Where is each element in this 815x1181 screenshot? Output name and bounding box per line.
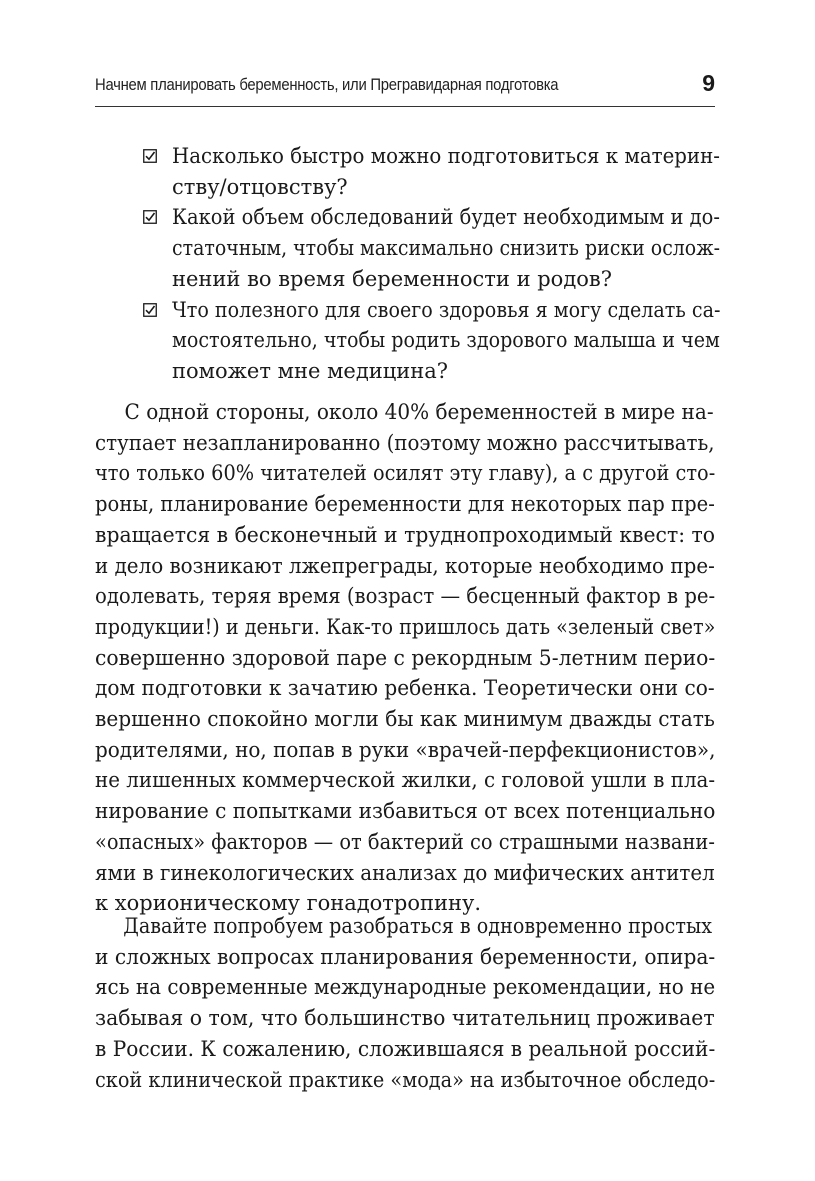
checked-box-icon (143, 303, 157, 317)
paragraph-line: вращается в бесконечный и труднопроходимый квест: то (95, 522, 716, 547)
question-checklist (140, 141, 720, 387)
paragraph-line: продукции!) и деньги. Как-то пришлось дать «зеленый свет» (95, 614, 716, 639)
checklist-line: поможет мне медицина? (172, 358, 449, 383)
running-head (95, 70, 715, 102)
paragraph-line: одолевать, теряя время (возраст — бесценный фактор в ре- (95, 584, 716, 609)
body-paragraph (95, 911, 715, 1095)
checklist-line: Что полезного для своего здоровья я могу сделать са- (172, 297, 721, 322)
checked-box-icon (143, 149, 157, 163)
paragraph-line: ской клинической практике «мода» на избыточное обследо- (95, 1067, 716, 1092)
paragraph-line: С одной стороны, около 40% беременностей в мире на- (124, 400, 714, 424)
checked-box-icon (143, 210, 157, 224)
paragraph-line: и дело возникают лжепреграды, которые необходимо пре- (95, 553, 715, 578)
checklist-line: ству/отцовству? (172, 174, 348, 199)
paragraph-line: вершенно спокойно могли бы как минимум дважды стать (95, 707, 715, 732)
paragraph-line: ступает незапланированно (поэтому можно рассчитывать, (95, 430, 715, 455)
paragraph-line: нирование с попытками избавиться от всех потенциально (95, 799, 716, 824)
page-number: 9 (702, 70, 715, 96)
paragraph-line: к хорионическому гонадотропину. (95, 891, 482, 916)
paragraph-line: роны, планирование беременности для некоторых пар пре- (95, 492, 715, 517)
checklist-item (140, 202, 720, 294)
paragraph-line: «опасных» факторов — от бактерий со страшными названи- (95, 829, 715, 854)
checklist-item (140, 295, 720, 387)
paragraph-line: не лишенных коммерческой жилки, с головой ушли в пла- (95, 768, 716, 793)
checklist-line: нений во время беременности и родов? (172, 266, 612, 291)
header-rule (95, 106, 715, 107)
paragraph-line: родителями, но, попав в руки «врачей-перфекционистов», (95, 737, 716, 762)
paragraph-line: забывая о том, что большинство читательниц проживает (95, 1006, 715, 1031)
paragraph-line: что только 60% читателей осилят эту главу), а с другой сто- (95, 461, 716, 486)
checklist-line: Какой объем обследований будет необходимым и до- (172, 205, 720, 230)
checklist-item (140, 141, 720, 202)
paragraph-line: дом подготовки к зачатию ребенка. Теоретически они со- (95, 676, 715, 701)
running-title: Начнем планировать беременность, или Прегравидарная подготовка (95, 76, 559, 94)
body-paragraph (95, 397, 715, 919)
checklist-line: мостоятельно, чтобы родить здорового малыша и чем (172, 328, 720, 353)
paragraph-line: ями в гинекологических анализах до мифических антител (95, 860, 715, 885)
checklist-line: Насколько быстро можно подготовиться к материн- (172, 144, 720, 168)
paragraph-line: в России. К сожалению, сложившаяся в реальной россий- (95, 1036, 716, 1061)
paragraph-line: Давайте попробуем разобраться в одновременно простых (123, 914, 713, 938)
paragraph-line: ясь на современные международные рекомендации, но не (95, 975, 716, 1000)
paragraph-line: и сложных вопросах планирования беременности, опира- (95, 944, 716, 969)
paragraph-line: совершенно здоровой паре с рекордным 5-летним перио- (95, 645, 716, 670)
checklist-line: статочным, чтобы максимально снизить риски ослож- (172, 236, 721, 261)
